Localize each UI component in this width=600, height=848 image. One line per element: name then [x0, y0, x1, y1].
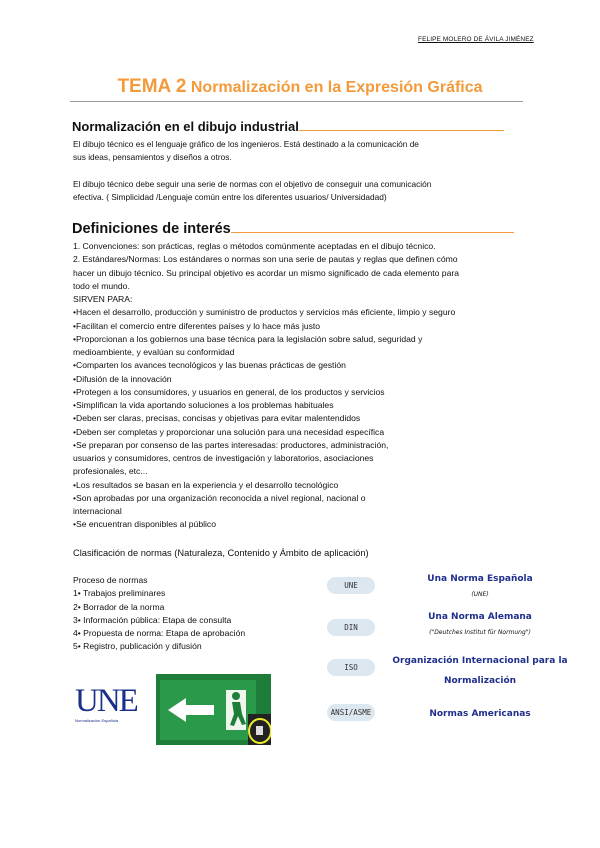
list-item: internacional: [73, 506, 122, 516]
section-heading-normalizacion: [72, 119, 504, 134]
list-item: •Deben ser completas y proporcionar una solución para una necesidad específica: [73, 426, 385, 437]
org-din-name: Una Norma Alemana: [428, 612, 532, 622]
badge-ansi: ANSI/ASME: [327, 704, 375, 721]
heading-underline: [299, 119, 504, 131]
exit-sign-icon: [156, 674, 271, 745]
list-item: •Los resultados se basan en la experiencia y el desarrollo tecnológico: [73, 479, 339, 490]
title-divider: [70, 101, 523, 102]
process-list: [73, 574, 323, 654]
list-item: medioambiente, y evalúan su conformidad: [73, 347, 235, 357]
org-une-name: Una Norma Española: [427, 574, 533, 584]
list-item: •Deben ser claras, precisas, concisas y objetivas para evitar malentendidos: [73, 413, 361, 424]
badge-din: DIN: [327, 619, 375, 636]
list-item: •Difusión de la innovación: [73, 373, 172, 384]
exit-sign-image: [156, 674, 271, 745]
paragraph-line: El dibujo técnico debe seguir una serie de normas con el objetivo de conseguir una comunicación: [73, 179, 432, 189]
process-step: 5• Registro, publicación y difusión: [73, 641, 202, 652]
list-item: •Se encuentran disponibles al público: [73, 519, 216, 530]
classification-text: Clasificación de normas (Naturaleza, Contenido y Ámbito de aplicación): [73, 548, 369, 558]
paragraph-line: El dibujo técnico es el lenguaje gráfico de los ingenieros. Está destinado a la comunicación de: [73, 139, 419, 149]
badge-une: UNE: [327, 577, 375, 594]
heading-underline: [231, 221, 514, 233]
org-ansi-name: Normas Americanas: [429, 709, 531, 719]
list-item: todo el mundo.: [73, 280, 130, 291]
title-text: Normalización en la Expresión Gráfica: [190, 79, 483, 96]
list-item: SIRVEN PARA:: [73, 294, 133, 304]
org-din-sub: ("Deutches Institut für Normung"): [429, 629, 531, 636]
list-item: •Simplifican la vida aportando soluciones a los problemas habituales: [73, 400, 334, 410]
process-title: Proceso de normas: [73, 575, 148, 585]
section-heading-definiciones: [72, 221, 514, 237]
une-logo: [75, 685, 147, 723]
paragraph-2: [73, 178, 513, 204]
section-heading-text: Normalización en el dibujo industrial: [72, 119, 299, 134]
list-item: •Proporcionan a los gobiernos una base técnica para la legislación sobre salud, seguridad y: [73, 333, 423, 344]
org-iso-name: Organización Internacional para la: [392, 656, 568, 666]
list-item: •Se preparan por consenso de las partes interesadas: productores, administración,: [73, 439, 389, 450]
list-item: •Facilitan el comercio entre diferentes países y lo hace más justo: [73, 320, 321, 331]
une-logo-subtitle: Normalización Española: [75, 718, 119, 723]
process-step: 1• Trabajos preliminares: [73, 588, 166, 599]
list-item: •Hacen el desarrollo, producción y suministro de productos y servicios más eficiente, limpio y seguro: [73, 307, 456, 318]
org-iso-name-2: Normalización: [443, 676, 517, 686]
list-item: 1. Convenciones: son prácticas, reglas o métodos comúnmente aceptadas en el dibujo técnico.: [73, 241, 436, 251]
title-prefix: TEMA 2: [117, 76, 187, 97]
list-item: hacer un dibujo técnico. Su principal objetivo es acordar un mismo significado de cada elemento para: [73, 267, 459, 278]
org-une-sub: (UNE): [471, 591, 489, 598]
list-item: •Son aprobadas por una organización reconocida a nivel regional, nacional o: [73, 492, 366, 503]
badge-iso: ISO: [327, 659, 375, 676]
process-step: 3• Información pública: Etapa de consulta: [73, 614, 232, 625]
une-logo-text: UNE: [75, 683, 137, 719]
list-item: profesionales, etc...: [73, 466, 148, 477]
definitions-list: [73, 240, 533, 532]
list-item: •Comparten los avances tecnológicos y las buenas prácticas de gestión: [73, 360, 346, 371]
process-step: 4• Propuesta de norma: Etapa de aprobación: [73, 628, 246, 638]
list-item: •Protegen a los consumidores, y usuarios en general, de los productos y servicios: [73, 386, 385, 397]
paragraph-1: [73, 138, 513, 164]
author-name: FELIPE MOLERO DE ÁVILA JIMÉNEZ: [418, 36, 534, 43]
list-item: usuarios y consumidores, centros de investigación y laboratorios, asociaciones: [73, 453, 374, 463]
page-title: [0, 76, 600, 98]
list-item: 2. Estándares/Normas: Los estándares o normas son una serie de pautas y reglas que definen cómo: [73, 254, 458, 265]
process-step: 2• Borrador de la norma: [73, 601, 165, 612]
section-heading-text: Definiciones de interés: [72, 221, 231, 237]
paragraph-line: sus ideas, pensamientos y diseños a otros.: [73, 152, 232, 163]
paragraph-line: efectiva. ( Simplicidad /Lenguaje común entre los diferentes usuarios/ Universidadad): [73, 192, 387, 203]
